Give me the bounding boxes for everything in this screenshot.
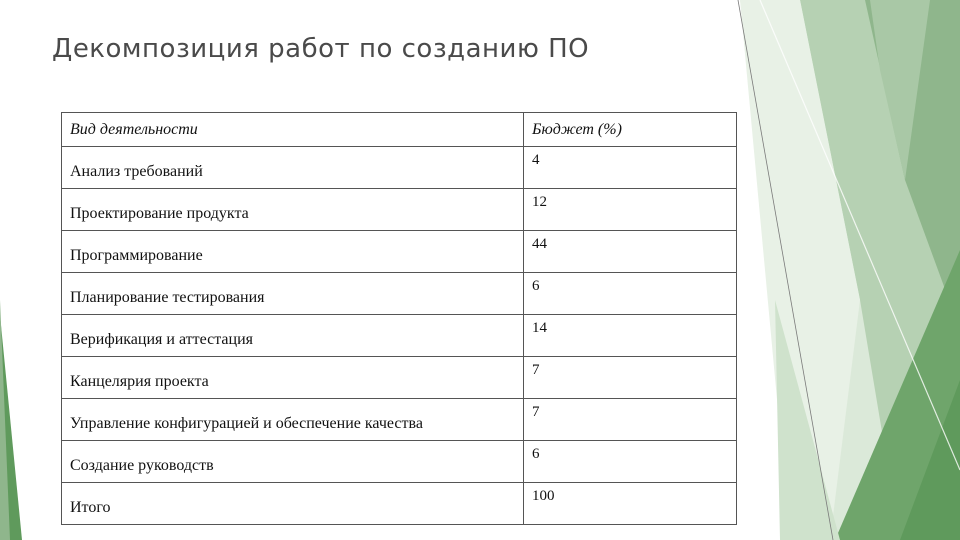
table-row <box>62 399 737 441</box>
budget-cell: 12 <box>524 189 737 231</box>
total-label-cell: Итого <box>62 483 524 525</box>
table-row <box>62 231 737 273</box>
activity-cell: Создание руководств <box>62 441 524 483</box>
table-header-row <box>62 113 737 147</box>
budget-cell: 6 <box>524 273 737 315</box>
table-row-total <box>62 483 737 525</box>
activity-cell: Планирование тестирования <box>62 273 524 315</box>
activity-cell: Управление конфигурацией и обеспечение качества <box>62 399 524 441</box>
header-budget: Бюджет (%) <box>524 113 737 147</box>
total-value-cell: 100 <box>524 483 737 525</box>
budget-cell: 6 <box>524 441 737 483</box>
activity-cell: Проектирование продукта <box>62 189 524 231</box>
activity-cell: Программирование <box>62 231 524 273</box>
budget-cell: 7 <box>524 399 737 441</box>
slide-title: Декомпозиция работ по созданию ПО <box>52 34 590 64</box>
table-row <box>62 147 737 189</box>
table-row <box>62 357 737 399</box>
activity-cell: Верификация и аттестация <box>62 315 524 357</box>
activity-cell: Анализ требований <box>62 147 524 189</box>
activity-cell: Канцелярия проекта <box>62 357 524 399</box>
table-row <box>62 315 737 357</box>
table-row <box>62 273 737 315</box>
table-row <box>62 441 737 483</box>
budget-table <box>61 112 737 525</box>
budget-cell: 4 <box>524 147 737 189</box>
budget-cell: 7 <box>524 357 737 399</box>
header-activity: Вид деятельности <box>62 113 524 147</box>
budget-cell: 14 <box>524 315 737 357</box>
table-row <box>62 189 737 231</box>
budget-cell: 44 <box>524 231 737 273</box>
